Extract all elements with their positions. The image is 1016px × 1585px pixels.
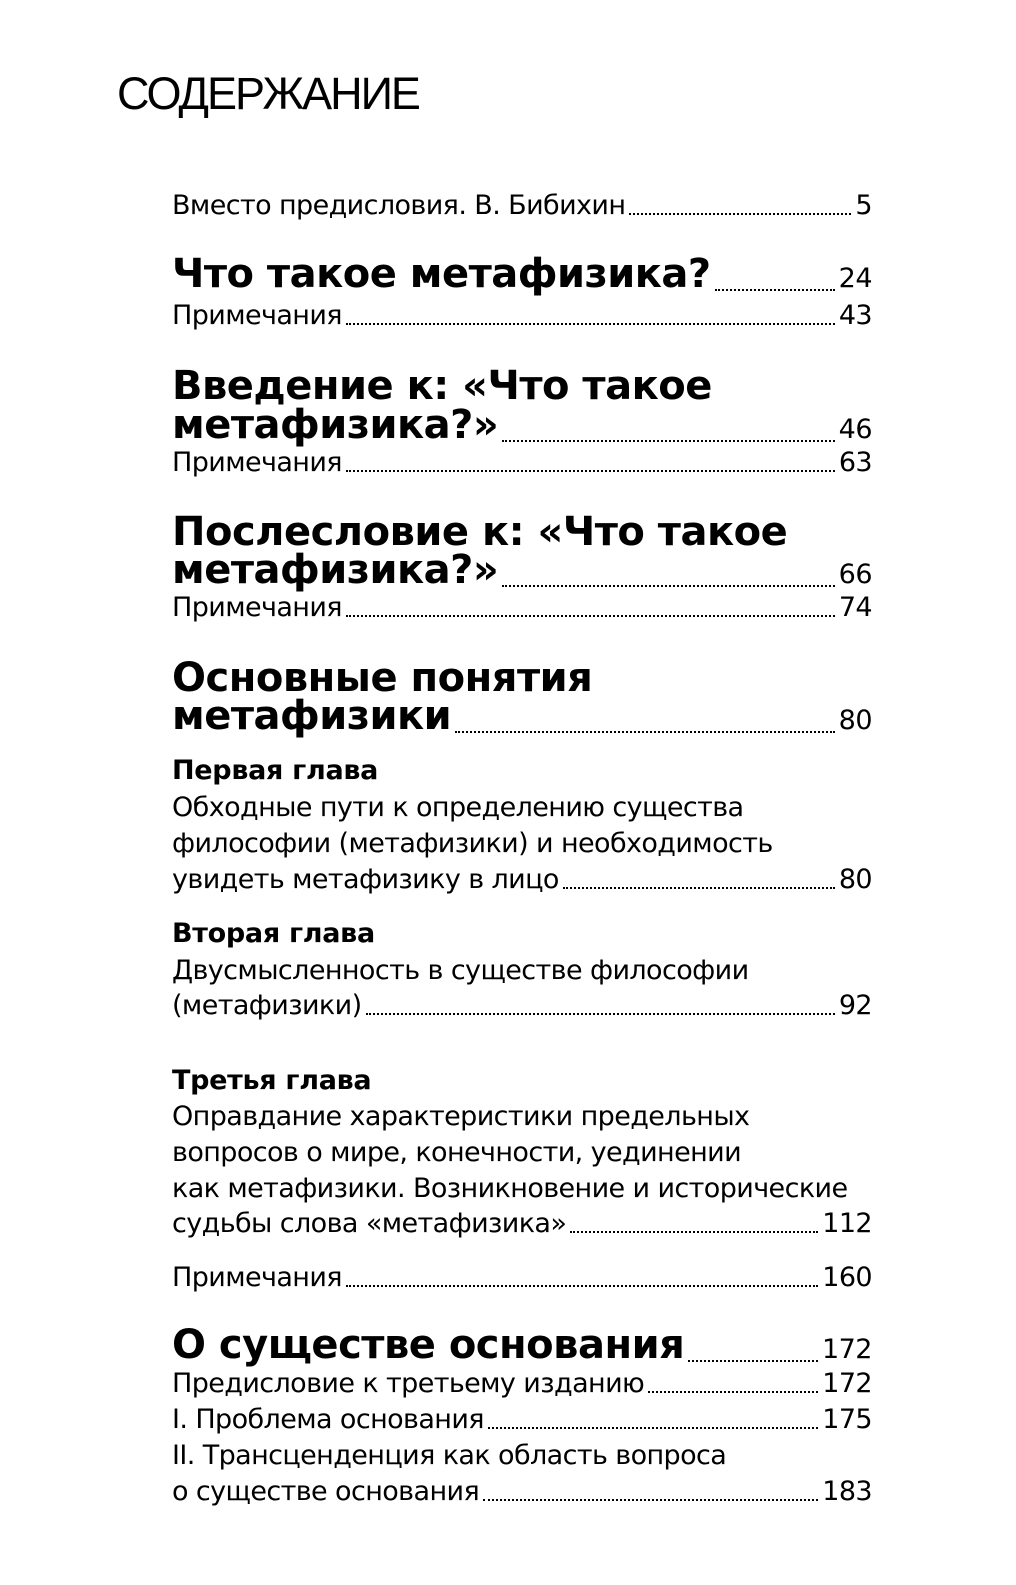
entry-title: О существе основания	[172, 1322, 685, 1368]
entry-title-line: II. Трансценденция как область вопроса	[172, 1440, 727, 1471]
page-number: 66	[838, 559, 872, 590]
entry-title: Примечания	[172, 592, 342, 623]
toc-entry-chapter-2[interactable]	[172, 990, 872, 1021]
entry-title: (метафизики)	[172, 990, 362, 1021]
page-number: 80	[838, 864, 872, 895]
entry-title: Примечания	[172, 447, 342, 478]
entry-title: Примечания	[172, 1262, 342, 1293]
page-number: 63	[838, 447, 872, 478]
toc-entry-essence-of-ground[interactable]	[172, 1322, 872, 1368]
chapter-heading: Первая глава	[172, 755, 379, 786]
chapter-heading: Вторая глава	[172, 918, 375, 949]
entry-title-line: вопросов о мире, конечности, уединении	[172, 1137, 742, 1168]
dot-leader	[715, 289, 835, 291]
toc-entry-what-is-metaphysics[interactable]	[172, 251, 872, 297]
toc-entry-notes[interactable]	[172, 592, 872, 623]
entry-title-line: философии (метафизики) и необходимость	[172, 828, 773, 859]
entry-title-line: Обходные пути к определению существа	[172, 792, 744, 823]
page-number: 160	[822, 1262, 872, 1293]
entry-title: I. Проблема основания	[172, 1404, 484, 1435]
toc-entry-afterword[interactable]	[172, 547, 872, 593]
page-number: 24	[838, 263, 872, 294]
dot-leader	[346, 470, 835, 472]
page-number: 175	[822, 1404, 872, 1435]
toc-entry-notes[interactable]	[172, 300, 872, 331]
dot-leader	[488, 1427, 818, 1429]
page-number: 74	[838, 592, 872, 623]
entry-title-line: Основные понятия	[172, 655, 593, 701]
entry-title-line: как метафизики. Возникновение и исторические	[172, 1173, 848, 1204]
entry-title-line: Введение к: «Что такое	[172, 363, 712, 409]
entry-title: метафизика?»	[172, 402, 499, 448]
page-number: 80	[838, 705, 872, 736]
dot-leader	[366, 1013, 835, 1015]
toc-entry-chapter-3[interactable]	[172, 1208, 872, 1239]
page-title: СОДЕРЖАНИЕ	[117, 68, 419, 119]
entry-title-line: Двусмысленность в существе философии	[172, 955, 749, 986]
toc-entry-problem-of-ground[interactable]	[172, 1404, 872, 1435]
entry-title: увидеть метафизику в лицо	[172, 864, 559, 895]
toc-entry-basic-concepts[interactable]	[172, 693, 872, 739]
entry-title: метафизика?»	[172, 547, 499, 593]
entry-title: Вместо предисловия. В. Бибихин	[172, 190, 626, 221]
chapter-heading: Третья глава	[172, 1065, 372, 1096]
entry-title-line: Послесловие к: «Что такое	[172, 509, 788, 555]
toc-entry-notes[interactable]	[172, 447, 872, 478]
toc-entry-transcendence[interactable]	[172, 1476, 872, 1507]
dot-leader	[502, 585, 834, 587]
dot-leader	[629, 213, 851, 215]
page-number: 183	[822, 1476, 872, 1507]
page-number: 46	[838, 414, 872, 445]
dot-leader	[570, 1231, 818, 1233]
dot-leader	[346, 1285, 818, 1287]
page-number: 92	[838, 990, 872, 1021]
dot-leader	[648, 1391, 818, 1393]
entry-title: Что такое метафизика?	[172, 251, 711, 297]
entry-title: судьбы слова «метафизика»	[172, 1208, 567, 1239]
toc-entry-notes[interactable]	[172, 1262, 872, 1293]
toc-entry-chapter-1[interactable]	[172, 864, 872, 895]
toc-entry-third-edition-preface[interactable]	[172, 1368, 872, 1399]
entry-title: о существе основания	[172, 1476, 480, 1507]
dot-leader	[483, 1499, 818, 1501]
entry-title: метафизики	[172, 693, 452, 739]
page-number: 43	[838, 300, 872, 331]
dot-leader	[346, 615, 835, 617]
entry-title-line: Оправдание характеристики предельных	[172, 1101, 750, 1132]
dot-leader	[346, 323, 835, 325]
page-number: 112	[822, 1208, 872, 1239]
toc-entry-preface[interactable]	[172, 190, 872, 221]
page-number: 5	[855, 190, 872, 221]
page-number: 172	[821, 1334, 872, 1365]
dot-leader	[688, 1360, 818, 1362]
toc-entry-introduction[interactable]	[172, 402, 872, 448]
entry-title: Предисловие к третьему изданию	[172, 1368, 645, 1399]
dot-leader	[563, 887, 835, 889]
entry-title: Примечания	[172, 300, 342, 331]
dot-leader	[455, 731, 834, 733]
page-number: 172	[822, 1368, 872, 1399]
dot-leader	[502, 440, 834, 442]
